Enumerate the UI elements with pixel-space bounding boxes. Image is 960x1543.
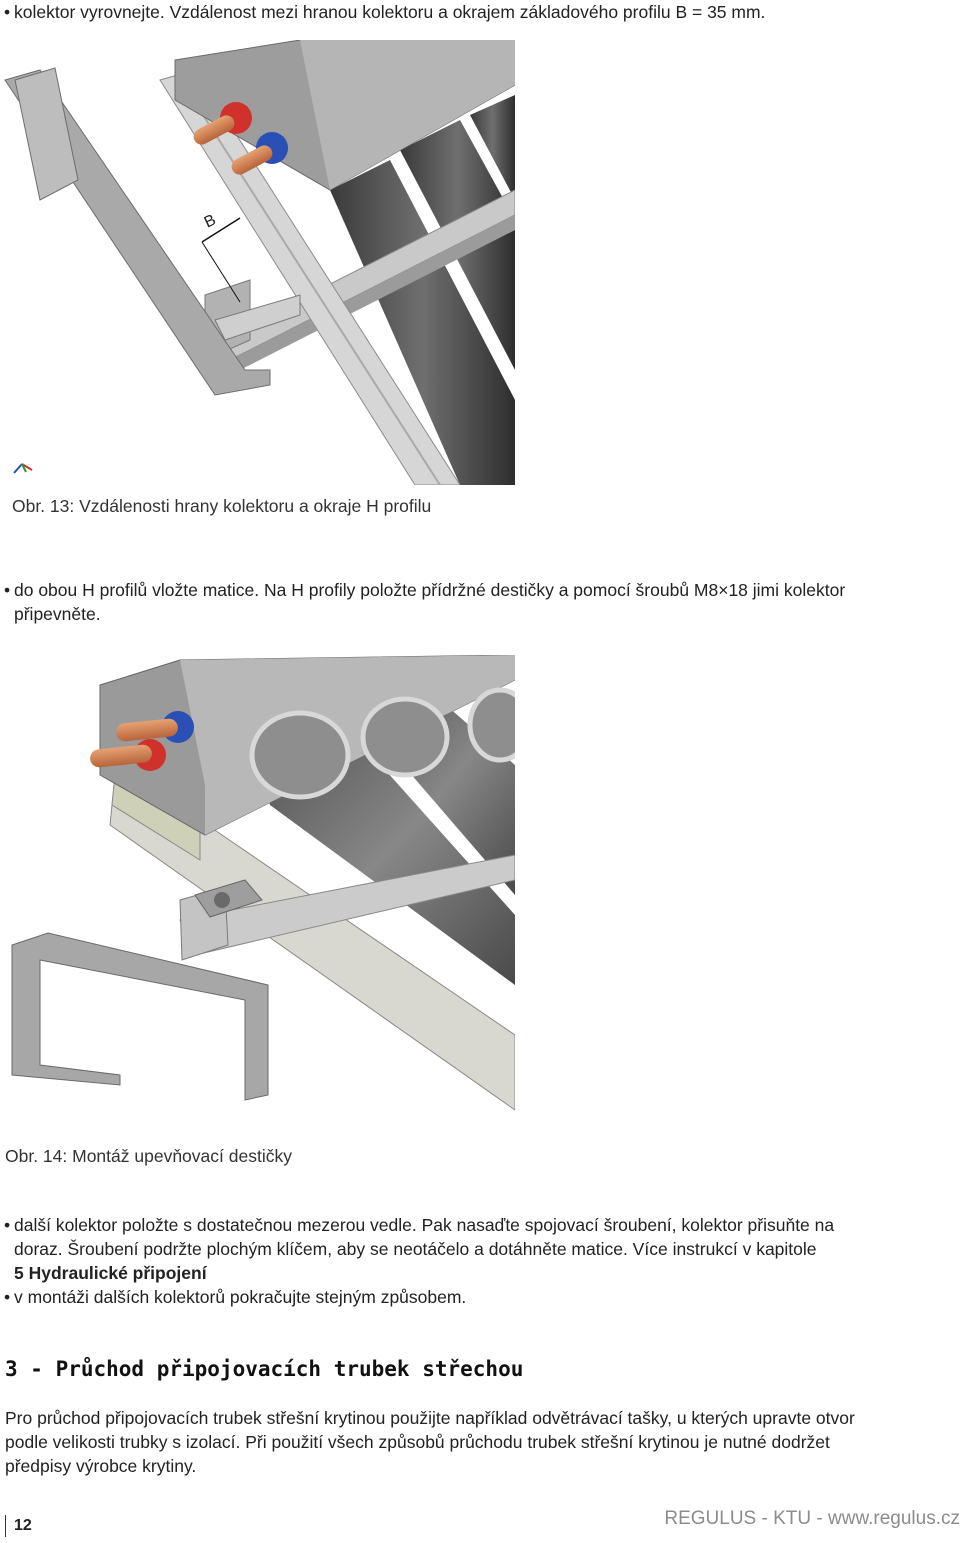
figure-14-illustration <box>0 655 515 1135</box>
collector-profile-drawing <box>0 40 515 485</box>
bullet-next-collector-line1: • další kolektor položte s dostatečnou mezerou vedle. Pak nasaďte spojovací šroubení, kolektor přisuňte na <box>14 1213 834 1237</box>
section-3-body-line2: podle velikosti trubky s izolací. Při použití všech způsobů průchodu trubek střešní krytinou je nutné dodržet <box>5 1432 830 1452</box>
nuts-instruction-line1: • do obou H profilů vložte matice. Na H profily položte přídržné destičky a pomocí šroubů M8×18 jimi kolektor <box>14 578 845 602</box>
intro-text: • kolektor vyrovnejte. Vzdálenost mezi hranou kolektoru a okrajem základového profilu B = 35 mm. <box>14 0 765 24</box>
section-3-heading: 3 - Průchod připojovacích trubek střechou <box>5 1357 524 1381</box>
nuts-instruction-line2: připevněte. <box>14 604 101 624</box>
chapter-reference-link[interactable]: 5 Hydraulické připojení <box>14 1263 207 1283</box>
bullet-next-collector-line2: doraz. Šroubení podržte plochým klíčem, aby se neotáčelo a dotáhněte matice. Více instrukcí v kapitole <box>14 1239 817 1259</box>
page-number: 12 <box>14 1517 32 1534</box>
footer-divider <box>5 1515 6 1537</box>
figure-13-caption: Obr. 13: Vzdálenosti hrany kolektoru a okraje H profilu <box>12 496 432 516</box>
section-3-body-line1: Pro průchod připojovacích trubek střešní krytinou použijte například odvětrávací tašky, u kterých upravte otvor <box>5 1408 855 1428</box>
dimension-b-label: B <box>201 211 219 232</box>
mounting-plate-drawing <box>0 655 515 1135</box>
bullet-continue-mounting: • v montáži dalších kolektorů pokračujte stejným způsobem. <box>14 1285 466 1309</box>
figure-13-illustration <box>0 40 515 485</box>
footer-brand: REGULUS - KTU - www.regulus.cz <box>664 1508 960 1529</box>
figure-14-caption: Obr. 14: Montáž upevňovací destičky <box>5 1146 292 1166</box>
section-3-body-line3: předpisy výrobce krytiny. <box>5 1456 197 1476</box>
